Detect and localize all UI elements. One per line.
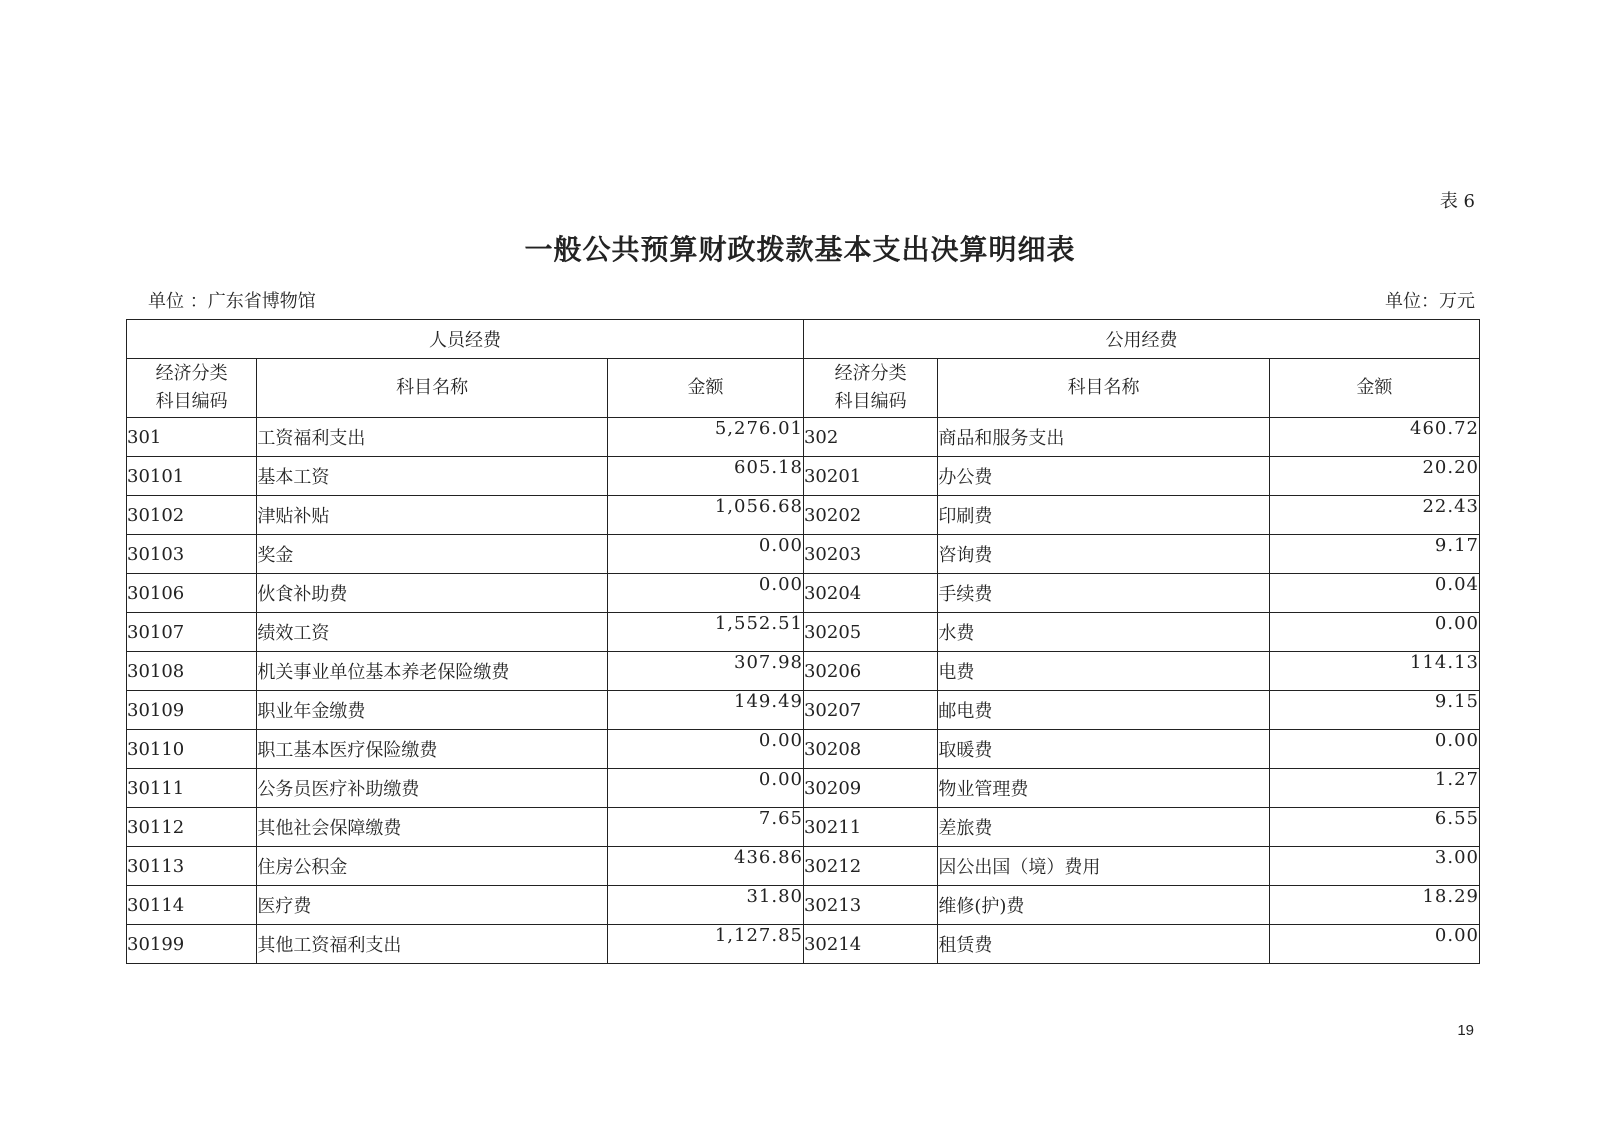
public-code-cell: 30211 [803,808,937,847]
public-code-cell: 302 [803,418,937,457]
personnel-name-cell: 职工基本医疗保险缴费 [257,730,608,769]
personnel-name-cell: 机关事业单位基本养老保险缴费 [257,652,608,691]
public-amount-cell: 6.55 [1269,808,1479,847]
table-row [127,457,1480,496]
table-row [127,769,1480,808]
personnel-amount-cell: 1,552.51 [607,613,803,652]
personnel-code-cell: 30107 [127,613,257,652]
public-name-cell: 办公费 [938,457,1269,496]
personnel-code-cell: 30199 [127,925,257,964]
public-name-cell: 电费 [938,652,1269,691]
column-header-code-line2: 科目编码 [155,391,228,412]
page-title: 一般公共预算财政拨款基本支出决算明细表 [524,233,1076,266]
personnel-name-cell: 奖金 [257,535,608,574]
public-name-cell: 咨询费 [938,535,1269,574]
personnel-amount-cell: 0.00 [607,535,803,574]
table-row [127,730,1480,769]
public-name-cell: 维修(护)费 [938,886,1269,925]
personnel-name-cell: 职业年金缴费 [257,691,608,730]
public-name-cell: 手续费 [938,574,1269,613]
public-amount-cell: 0.00 [1269,613,1479,652]
table-body [127,418,1480,964]
currency-unit: 单位：万元 [1385,291,1475,312]
column-header-name-left: 科目名称 [257,359,608,418]
public-code-cell: 30209 [803,769,937,808]
table-row [127,886,1480,925]
budget-detail-table [126,319,1480,964]
reporting-unit: 单位 ：广东省博物馆 [148,291,316,312]
public-name-cell: 水费 [938,613,1269,652]
table-row [127,496,1480,535]
personnel-name-cell: 其他工资福利支出 [257,925,608,964]
table-row [127,847,1480,886]
public-amount-cell: 3.00 [1269,847,1479,886]
personnel-amount-cell: 307.98 [607,652,803,691]
personnel-amount-cell: 0.00 [607,769,803,808]
personnel-code-cell: 30109 [127,691,257,730]
personnel-amount-cell: 0.00 [607,730,803,769]
public-code-cell: 30212 [803,847,937,886]
public-name-cell: 商品和服务支出 [938,418,1269,457]
personnel-name-cell: 基本工资 [257,457,608,496]
column-header-code-line1: 经济分类 [834,363,907,384]
column-header-amount-left: 金额 [607,359,803,418]
personnel-name-cell: 公务员医疗补助缴费 [257,769,608,808]
table-row [127,691,1480,730]
column-header-amount-right: 金额 [1269,359,1479,418]
public-code-cell: 30213 [803,886,937,925]
public-name-cell: 邮电费 [938,691,1269,730]
public-amount-cell: 20.20 [1269,457,1479,496]
personnel-code-cell: 30108 [127,652,257,691]
public-code-cell: 30207 [803,691,937,730]
personnel-code-cell: 30114 [127,886,257,925]
table-row [127,652,1480,691]
public-amount-cell: 0.00 [1269,730,1479,769]
personnel-name-cell: 工资福利支出 [257,418,608,457]
personnel-code-cell: 30103 [127,535,257,574]
personnel-code-cell: 30110 [127,730,257,769]
public-amount-cell: 460.72 [1269,418,1479,457]
column-header-code-right [803,359,937,418]
public-code-cell: 30208 [803,730,937,769]
table-row [127,574,1480,613]
public-amount-cell: 1.27 [1269,769,1479,808]
public-amount-cell: 0.04 [1269,574,1479,613]
personnel-name-cell: 绩效工资 [257,613,608,652]
group-header-row [127,320,1480,359]
public-amount-cell: 22.43 [1269,496,1479,535]
public-name-cell: 印刷费 [938,496,1269,535]
table-row [127,418,1480,457]
personnel-amount-cell: 605.18 [607,457,803,496]
personnel-code-cell: 301 [127,418,257,457]
group-header-public: 公用经费 [803,320,1479,359]
table-row [127,925,1480,964]
personnel-amount-cell: 31.80 [607,886,803,925]
public-code-cell: 30204 [803,574,937,613]
group-header-personnel: 人员经费 [127,320,804,359]
column-header-code-line1: 经济分类 [155,363,228,384]
public-code-cell: 30206 [803,652,937,691]
public-amount-cell: 0.00 [1269,925,1479,964]
personnel-amount-cell: 7.65 [607,808,803,847]
public-amount-cell: 9.17 [1269,535,1479,574]
public-amount-cell: 18.29 [1269,886,1479,925]
column-header-code-left [127,359,257,418]
personnel-amount-cell: 5,276.01 [607,418,803,457]
personnel-amount-cell: 149.49 [607,691,803,730]
personnel-code-cell: 30101 [127,457,257,496]
personnel-code-cell: 30113 [127,847,257,886]
public-code-cell: 30214 [803,925,937,964]
public-code-cell: 30205 [803,613,937,652]
public-amount-cell: 114.13 [1269,652,1479,691]
personnel-amount-cell: 1,056.68 [607,496,803,535]
page-number: 19 [1457,1022,1474,1039]
column-header-row [127,359,1480,418]
public-code-cell: 30202 [803,496,937,535]
public-name-cell: 租赁费 [938,925,1269,964]
public-name-cell: 取暖费 [938,730,1269,769]
personnel-name-cell: 医疗费 [257,886,608,925]
personnel-code-cell: 30111 [127,769,257,808]
public-amount-cell: 9.15 [1269,691,1479,730]
personnel-amount-cell: 0.00 [607,574,803,613]
public-code-cell: 30203 [803,535,937,574]
personnel-code-cell: 30112 [127,808,257,847]
personnel-name-cell: 津贴补贴 [257,496,608,535]
table-row [127,808,1480,847]
public-name-cell: 因公出国（境）费用 [938,847,1269,886]
public-name-cell: 差旅费 [938,808,1269,847]
personnel-name-cell: 住房公积金 [257,847,608,886]
column-header-name-right: 科目名称 [938,359,1269,418]
personnel-code-cell: 30106 [127,574,257,613]
personnel-code-cell: 30102 [127,496,257,535]
table-label: 表 6 [1439,191,1475,212]
personnel-amount-cell: 436.86 [607,847,803,886]
table-row [127,613,1480,652]
column-header-code-line2: 科目编码 [834,391,907,412]
public-code-cell: 30201 [803,457,937,496]
public-name-cell: 物业管理费 [938,769,1269,808]
personnel-name-cell: 其他社会保障缴费 [257,808,608,847]
table-row [127,535,1480,574]
personnel-name-cell: 伙食补助费 [257,574,608,613]
personnel-amount-cell: 1,127.85 [607,925,803,964]
